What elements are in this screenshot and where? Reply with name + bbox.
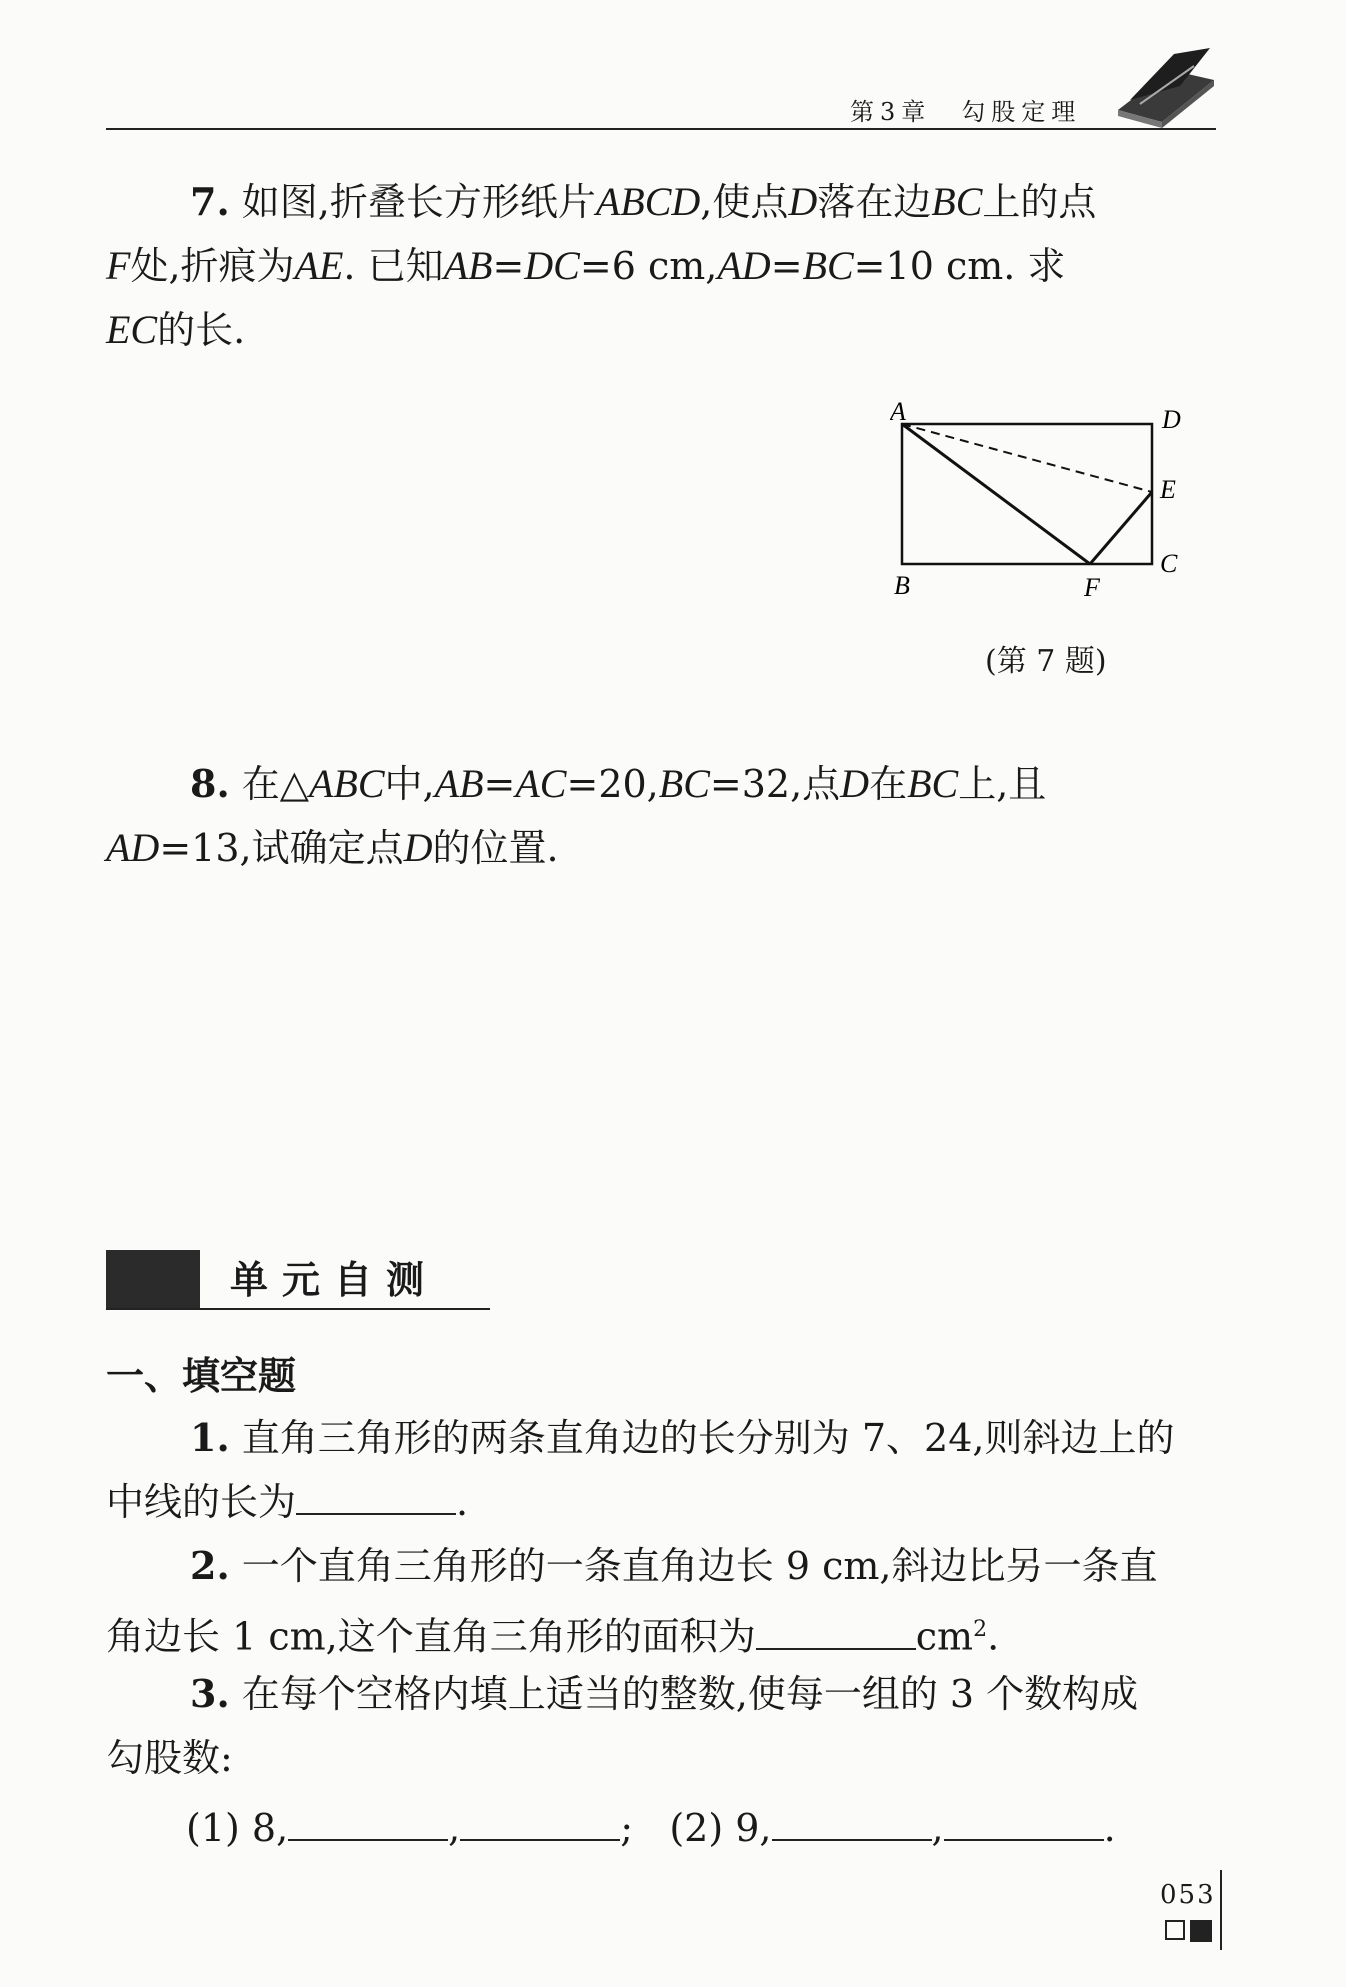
question-number: 1. (190, 1415, 230, 1460)
text: 落在边 (817, 180, 932, 224)
answer-blank[interactable] (288, 1799, 448, 1841)
fill-question-2 (106, 1534, 1300, 1598)
text: 中线的长为 (106, 1480, 297, 1524)
fill-question-3-line-2 (106, 1726, 1216, 1790)
figure-caption: (第 7 题) (985, 644, 1107, 679)
math: DC (524, 243, 580, 288)
answer-blank[interactable] (460, 1799, 620, 1841)
text: 在△ (241, 762, 309, 806)
page-number: 053 (1160, 1880, 1216, 1910)
label-d: D (1162, 405, 1181, 434)
running-header: 第3章 勾股定理 (850, 98, 1082, 126)
text: . 已知 (343, 244, 444, 288)
math: BC (931, 179, 983, 224)
text: , (931, 1806, 944, 1850)
label-c: C (1160, 549, 1178, 578)
text: 在 (869, 762, 908, 806)
text: . (456, 1480, 469, 1524)
text: = (770, 244, 803, 288)
text: =20, (566, 762, 659, 806)
text: 勾股数: (106, 1736, 233, 1780)
math: D (788, 179, 818, 224)
text: 在每个空格内填上适当的整数,使每一组的 3 个数构成 (241, 1672, 1139, 1716)
sub-heading: 一、填空题 (106, 1353, 297, 1398)
question-number: 7. (190, 179, 230, 224)
text: =6 cm, (579, 244, 718, 288)
question-8-line-2 (106, 816, 1216, 880)
rectangle-abcd (902, 424, 1152, 564)
filled-square-icon (1190, 1920, 1212, 1942)
answer-blank[interactable] (756, 1608, 916, 1650)
answer-blank[interactable] (944, 1799, 1104, 1841)
math: AC (515, 761, 567, 806)
header-rule (106, 128, 1216, 130)
fill-question-3 (106, 1662, 1300, 1726)
text: 角边长 1 cm,这个直角三角形的面积为 (106, 1614, 756, 1659)
label-e: E (1160, 475, 1176, 504)
part-label: (2) 9, (669, 1806, 772, 1850)
math: ABC (309, 761, 385, 806)
answer-blank[interactable] (296, 1473, 456, 1515)
question-8 (106, 752, 1300, 816)
math: F (106, 243, 131, 288)
math: AD (717, 243, 771, 288)
text: =32,点 (709, 762, 841, 806)
text: . (1103, 1806, 1116, 1850)
math: BC (658, 761, 710, 806)
label-b: B (894, 571, 910, 600)
text: , (448, 1806, 461, 1850)
text: =13,试确定点 (159, 826, 404, 870)
math: BC (907, 761, 959, 806)
text: 如图,折叠长方形纸片 (241, 180, 596, 224)
math: D (403, 825, 433, 870)
math: D (840, 761, 870, 806)
text: 一个直角三角形的一条直角边长 9 cm,斜边比另一条直 (241, 1544, 1158, 1588)
math: AB (434, 761, 484, 806)
fill-question-2-line-2 (106, 1598, 1216, 1669)
section-rule (106, 1308, 490, 1310)
question-7-line-3 (106, 298, 1216, 362)
question-number: 2. (190, 1543, 230, 1588)
math: AD (106, 825, 160, 870)
text: ,使点 (700, 180, 789, 224)
text: 直角三角形的两条直角边的长分别为 7、24,则斜边上的 (241, 1416, 1175, 1460)
text: 上,且 (958, 762, 1047, 806)
question-number: 3. (190, 1671, 230, 1716)
math: AB (443, 243, 493, 288)
segment-af (902, 424, 1090, 564)
book-icon (1110, 40, 1220, 128)
math: ABCD (595, 179, 701, 224)
answer-blank[interactable] (772, 1799, 932, 1841)
open-square-icon (1165, 1920, 1185, 1940)
text: =10 cm. 求 (853, 244, 1066, 288)
math: BC (802, 243, 854, 288)
superscript: 2 (973, 1617, 988, 1642)
text: = (492, 244, 525, 288)
label-f: F (1084, 573, 1100, 602)
math: EC (106, 307, 158, 352)
part-label: (1) 8, (186, 1806, 289, 1850)
crease-ae (902, 424, 1152, 492)
footer-rule (1220, 1870, 1222, 1950)
fill-question-3-parts (186, 1796, 1216, 1860)
text: 的长. (157, 308, 246, 352)
section-title: 单元自测 (230, 1257, 439, 1302)
text: 上的点 (982, 180, 1097, 224)
fill-question-1-line-2 (106, 1470, 1216, 1534)
figure-folded-rectangle (890, 400, 1210, 620)
text: ; (620, 1806, 634, 1850)
fill-question-1 (106, 1406, 1300, 1470)
question-7 (106, 170, 1300, 234)
question-7-line-2 (106, 234, 1216, 298)
section-marker (106, 1250, 200, 1310)
question-number: 8. (190, 761, 230, 806)
segment-fe (1090, 492, 1152, 564)
text: 的位置. (432, 826, 559, 870)
text: 处,折痕为 (130, 244, 295, 288)
label-a: A (890, 400, 906, 426)
text: = (483, 762, 516, 806)
unit: cm (915, 1614, 974, 1659)
text: . (987, 1614, 1000, 1659)
math: AE (294, 243, 344, 288)
text: 中, (384, 762, 435, 806)
